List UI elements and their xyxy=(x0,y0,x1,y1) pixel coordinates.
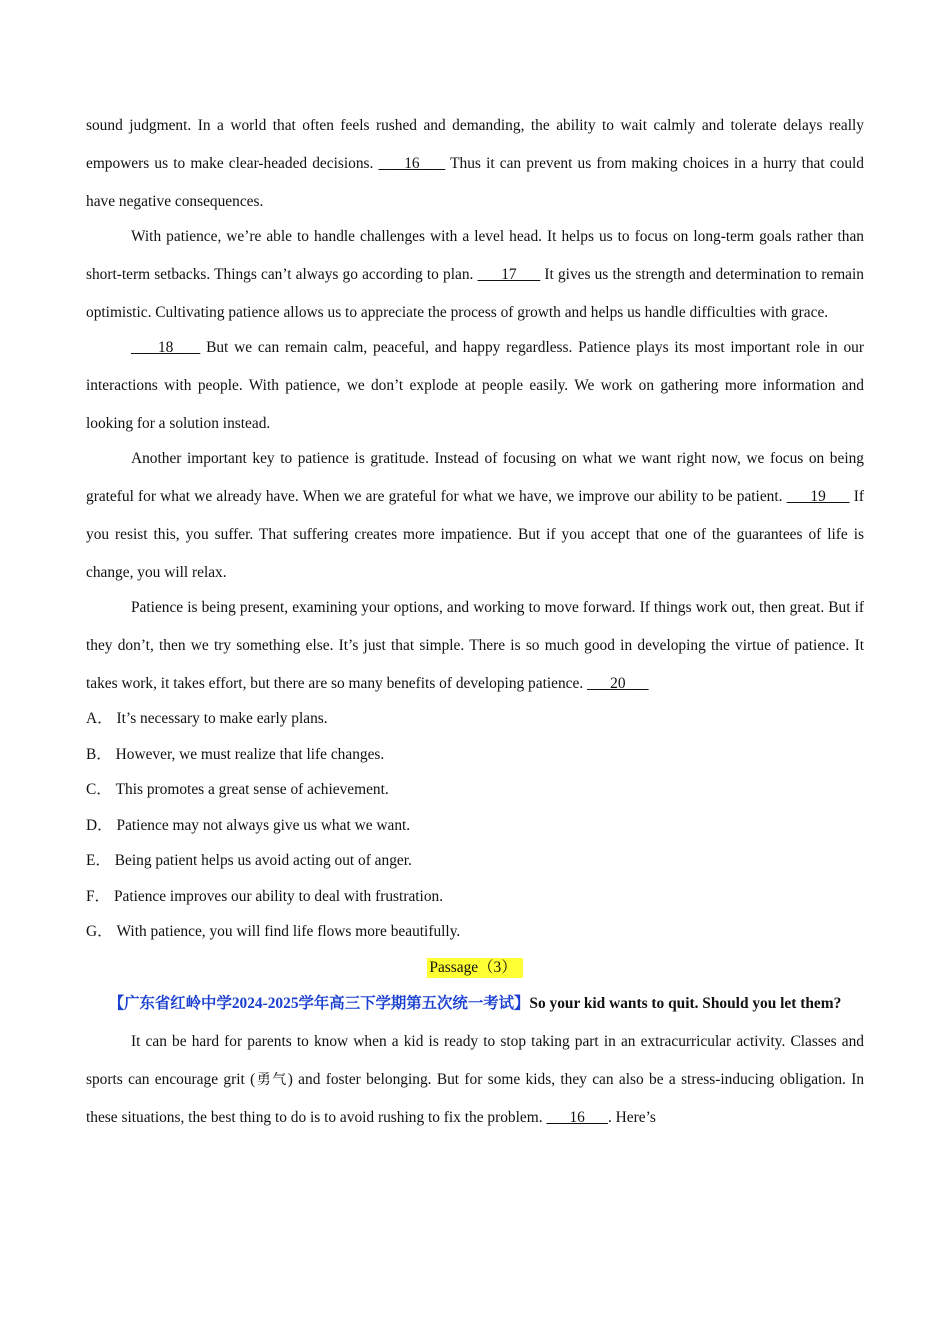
option-e[interactable] xyxy=(86,843,864,879)
options-list xyxy=(86,701,864,950)
option-a[interactable] xyxy=(86,701,864,737)
blank-label: __17__ xyxy=(485,266,532,283)
option-letter: C． xyxy=(86,781,112,798)
option-letter: E． xyxy=(86,852,111,869)
paragraph-5 xyxy=(86,589,864,703)
paragraph-text: With patience, we’re able to handle challenges with a level head. It helps us to focus on long-term goals rather than short-term setbacks. Things can’t always go according to plan. xyxy=(86,228,864,283)
blank-label: __16__ xyxy=(554,1108,601,1126)
option-text: However, we must realize that life changes. xyxy=(115,745,385,763)
passage-title xyxy=(86,985,864,1023)
paragraph-1 xyxy=(86,107,864,221)
paragraph-text: It can be hard for parents to know when a kid is ready to stop taking part in an extracurricular activity. Classes and sports can encourage grit ( xyxy=(86,1032,864,1088)
option-c[interactable] xyxy=(86,772,864,808)
option-letter: F． xyxy=(86,887,110,905)
option-letter: B． xyxy=(86,745,112,763)
paragraph-text: Another important key to patience is gratitude. Instead of focusing on what we want right now, we focus on being grateful for what we already have. When we are grateful for what we have, we improve our ability to be patient. xyxy=(86,450,864,505)
paragraph-text: sound judgment. In a world that often feels rushed and demanding, the ability to wait calmly and tolerate delays really empowers us to make clear-headed decisions. xyxy=(86,117,864,172)
passage-title-text: So your kid wants to quit. Should you let them? xyxy=(529,994,842,1012)
paragraph-4 xyxy=(86,440,864,592)
option-text: Patience may not always give us what we want. xyxy=(116,816,411,834)
passage3-paragraph-1 xyxy=(86,1023,864,1137)
blank-18[interactable] xyxy=(131,339,200,356)
option-letter: A． xyxy=(86,710,113,727)
blank-19[interactable] xyxy=(787,488,850,505)
option-b[interactable] xyxy=(86,737,864,773)
paragraph-text: Thus it can prevent us from making choices in a hurry that could have negative consequences. xyxy=(86,155,865,210)
paragraph-text: ) and foster belonging. But for some kids, they can also be a stress-inducing obligation. In these situations, the best thing to do is to avoid rushing to fix the problem. xyxy=(86,1070,865,1126)
option-d[interactable] xyxy=(86,808,864,844)
blank-16-passage3[interactable] xyxy=(546,1109,608,1126)
option-letter: G． xyxy=(86,923,113,940)
option-text: Patience improves our ability to deal with frustration. xyxy=(113,887,444,905)
paragraph-text: . Here’s xyxy=(607,1108,656,1126)
paragraph-text: But we can remain calm, peaceful, and happy regardless. Patience plays its most important role in our interactions with people. With patience, we don’t explode at people easily. We work on gathering more information and looking for a solution instead. xyxy=(86,339,864,432)
paragraph-text: If you resist this, you suffer. That suffering creates more impatience. But if you accept that one of the guarantees of life is change, you will relax. xyxy=(86,488,864,581)
blank-label: __18__ xyxy=(142,339,189,356)
document-page xyxy=(86,107,864,1134)
cjk-gloss: 勇气 xyxy=(255,1071,288,1088)
option-text: This promotes a great sense of achievement. xyxy=(115,781,389,798)
paragraph-text: It gives us the strength and determination to remain optimistic. Cultivating patience allows us to appreciate the process of growth and helps us handle difficulties with grace. xyxy=(86,266,864,321)
paragraph-3 xyxy=(86,329,864,443)
blank-17[interactable] xyxy=(478,266,541,283)
blank-label: __19__ xyxy=(795,488,842,505)
blank-label: __16__ xyxy=(388,155,435,172)
passage-source: 【广东省红岭中学2024-2025学年高三下学期第五次统一考试】 xyxy=(108,994,530,1012)
paragraph-text: Patience is being present, examining your options, and working to move forward. If things work out, then great. But if they don’t, then we try something else. It’s just that simple. There is so much good in developing the virtue of patience. It takes work, it takes effort, but there are so many benefits of developing patience. xyxy=(86,599,864,692)
option-letter: D． xyxy=(86,816,113,834)
option-g[interactable] xyxy=(86,914,864,950)
option-text: With patience, you will find life flows more beautifully. xyxy=(116,923,461,940)
option-f[interactable] xyxy=(86,879,864,915)
option-text: It’s necessary to make early plans. xyxy=(116,710,328,727)
blank-20[interactable] xyxy=(587,675,649,692)
paragraph-2 xyxy=(86,218,864,332)
passage-label-text: Passage（3） xyxy=(427,958,522,978)
option-text: Being patient helps us avoid acting out of anger. xyxy=(114,852,412,869)
blank-label: __20__ xyxy=(594,675,641,692)
blank-16[interactable] xyxy=(379,155,446,172)
passage-label xyxy=(86,950,864,985)
